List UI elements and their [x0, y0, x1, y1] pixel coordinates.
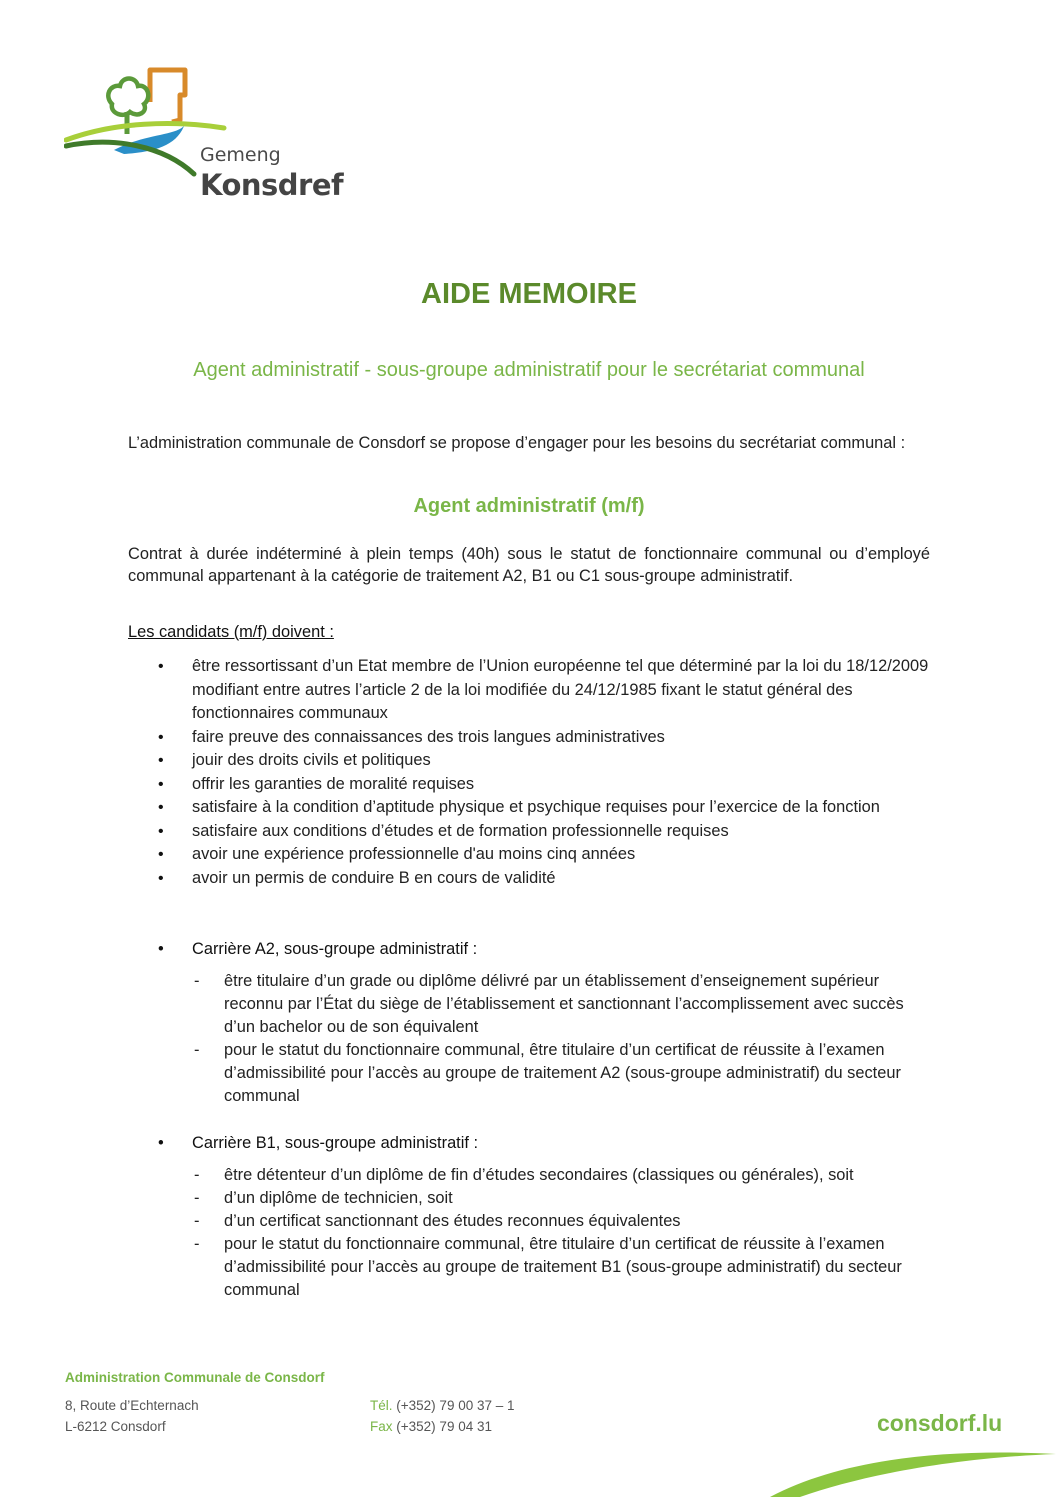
candidates-heading: Les candidats (m/f) doivent : — [128, 623, 334, 641]
contract-paragraph: Contrat à durée indéterminé à plein temps (40h) sous le statut de fonctionnaire communal ou d’employé communal appartenant à la catégorie de traitement A2, B1 ou C1 sous-groupe administratif. — [128, 545, 930, 585]
footer-swoosh-graphic — [760, 1440, 1058, 1497]
footer-city: L-6212 Consdorf — [65, 1419, 166, 1434]
fax-number: (+352) 79 04 31 — [396, 1419, 492, 1434]
list-item: • être ressortissant d’un Etat membre de l’Union européenne tel que déterminé par la loi du 18/12/2009 modifiant entre autres l’article 2 de la loi modifiée du 24/12/1985 fixant le statut général des fonctionnaires communaux — [128, 655, 930, 726]
list-item: • avoir un permis de conduire B en cours de validité — [128, 867, 930, 891]
phone-number: (+352) 79 00 37 – 1 — [396, 1398, 515, 1413]
career-b1-section — [128, 1132, 930, 1302]
list-item: - être titulaire d’un grade ou diplôme délivré par un établissement d’enseignement supérieur reconnu par l’État du siège de l’établissement et sanctionnant l’accomplissement avec succès d’un bachelor ou de son équivalent — [128, 970, 930, 1039]
footer-fax — [370, 1419, 492, 1434]
list-item: • satisfaire à la condition d’aptitude physique et psychique requises pour l’exercice de la fonction — [128, 796, 930, 820]
career-a2-heading: • Carrière A2, sous-groupe administratif : — [128, 938, 930, 960]
list-item: - pour le statut du fonctionnaire communal, être titulaire d’un certificat de réussite à l’examen d’admissibilité pour l’accès au groupe de traitement A2 (sous-groupe administratif) du secteur communal — [128, 1039, 930, 1108]
logo-text-konsdref: Konsdref — [200, 168, 344, 202]
footer-street: 8, Route d’Echternach — [65, 1398, 199, 1413]
position-title: Agent administratif (m/f) — [413, 495, 645, 517]
page-title: AIDE MEMOIRE — [421, 278, 637, 310]
career-b1-heading: • Carrière B1, sous-groupe administratif : — [128, 1132, 930, 1154]
career-b1-list — [128, 1164, 930, 1302]
fax-label: Fax — [370, 1419, 393, 1434]
list-item: • avoir une expérience professionnelle d'au moins cinq années — [128, 843, 930, 867]
list-item: - d’un certificat sanctionnant des études reconnues équivalentes — [128, 1210, 930, 1233]
career-a2-section — [128, 938, 930, 1108]
list-item: • jouir des droits civils et politiques — [128, 749, 930, 773]
list-item: • satisfaire aux conditions d’études et de formation professionnelle requises — [128, 820, 930, 844]
list-item: • faire preuve des connaissances des trois langues administratives — [128, 726, 930, 750]
list-item: - pour le statut du fonctionnaire communal, être titulaire d’un certificat de réussite à l’examen d’admissibilité pour l’accès au groupe de traitement B1 (sous-groupe administratif) du secteur communal — [128, 1233, 930, 1302]
footer-organization: Administration Communale de Consdorf — [65, 1370, 325, 1385]
page-subtitle: Agent administratif - sous-groupe administratif pour le secrétariat communal — [193, 359, 865, 381]
logo-text-gemeng: Gemeng — [200, 144, 281, 166]
list-item: • offrir les garanties de moralité requises — [128, 773, 930, 797]
footer-website: consdorf.lu — [877, 1410, 1003, 1436]
career-a2-list — [128, 970, 930, 1108]
list-item: - être détenteur d’un diplôme de fin d’études secondaires (classiques ou générales), soit — [128, 1164, 930, 1187]
requirements-list — [128, 655, 930, 890]
footer-phone — [370, 1398, 515, 1413]
intro-paragraph: L’administration communale de Consdorf se propose d’engager pour les besoins du secrétariat communal : — [128, 434, 906, 452]
list-item: - d’un diplôme de technicien, soit — [128, 1187, 930, 1210]
phone-label: Tél. — [370, 1398, 393, 1413]
